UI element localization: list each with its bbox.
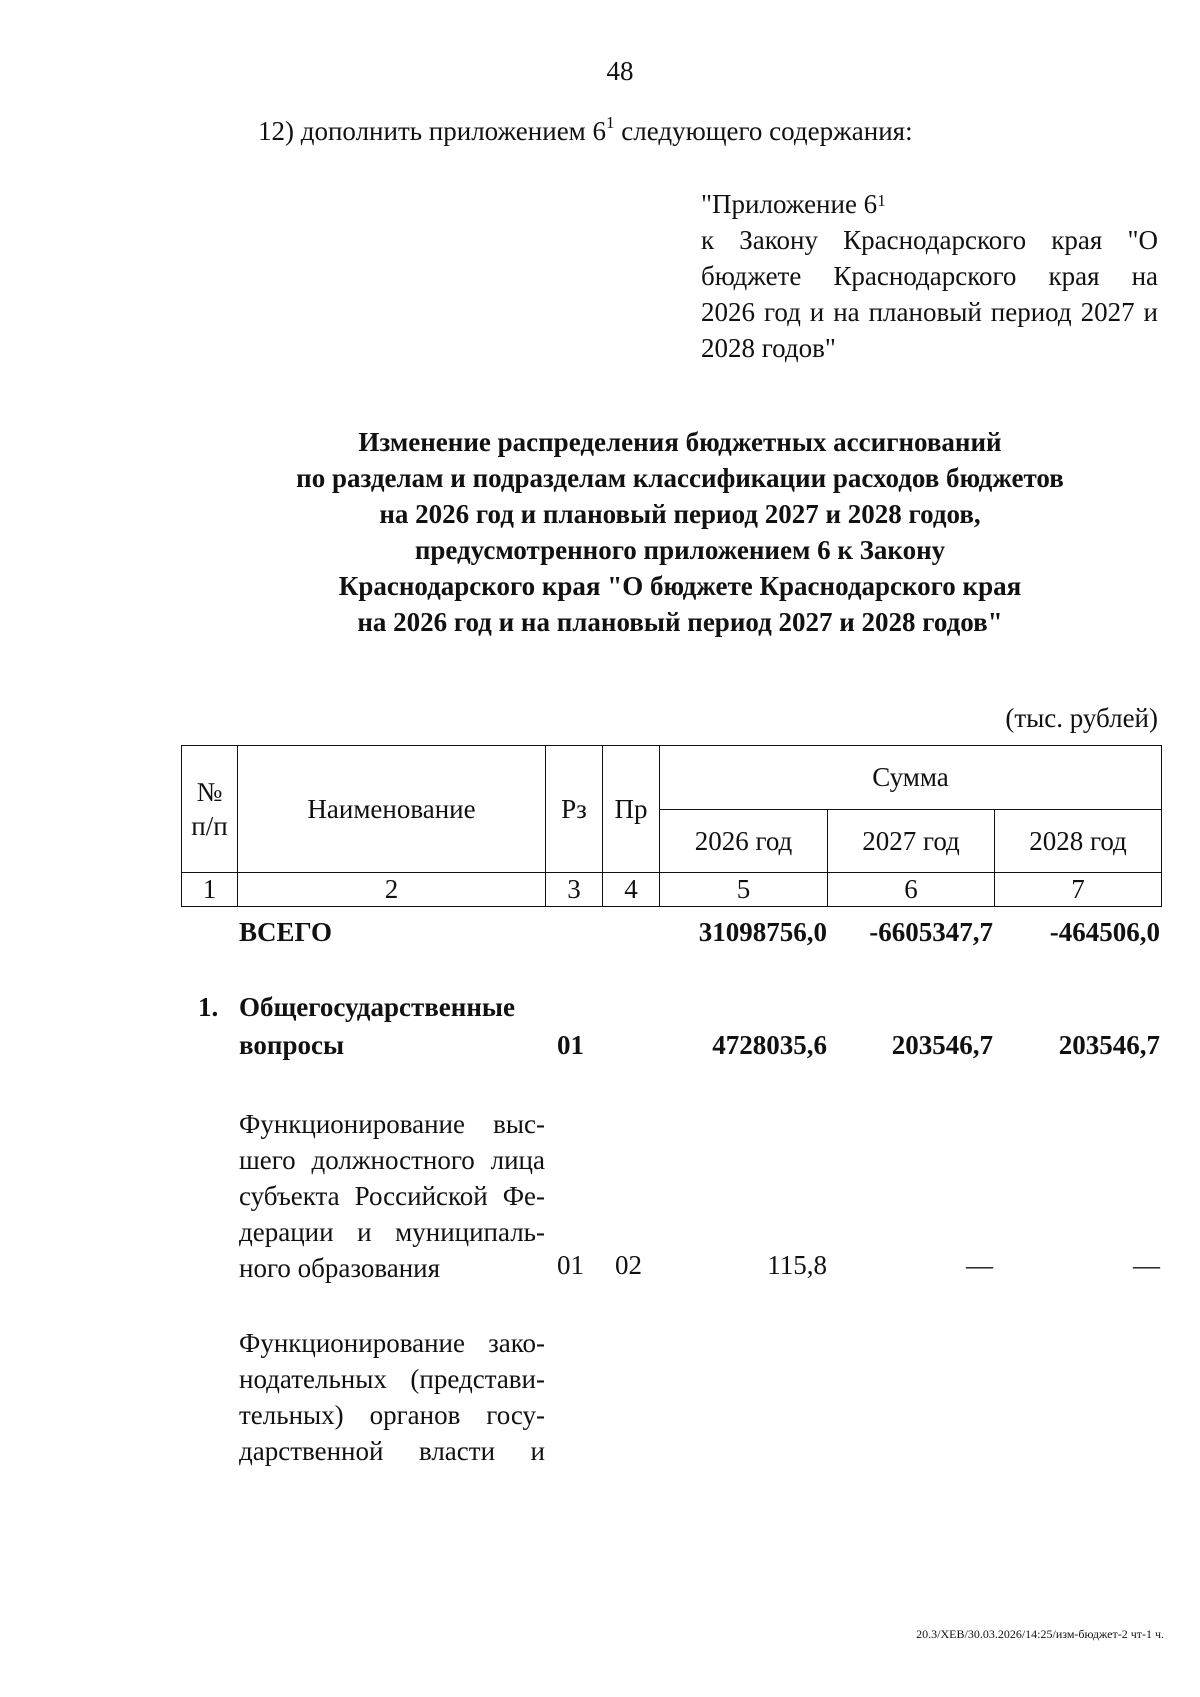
header-num xyxy=(182,746,238,873)
intro-tail: следующего содержания: xyxy=(614,116,913,146)
row1-2028: 203546,7 xyxy=(1058,1030,1160,1060)
header-2027: 2027 год xyxy=(828,810,995,873)
units-label: (тыс. рублей) xyxy=(1005,703,1158,733)
total-label: ВСЕГО xyxy=(239,917,333,947)
title-line: на 2026 год и плановый период 2027 и 2028 годов, xyxy=(379,499,981,529)
header-name: Наименование xyxy=(238,746,546,873)
col-number: 6 xyxy=(828,873,995,907)
row1-number: 1. xyxy=(198,992,219,1022)
header-num-line2: п/п xyxy=(191,811,228,841)
row3-name-line: тельных) органов госу- xyxy=(239,1400,545,1430)
row3-name xyxy=(239,1325,545,1469)
header-rz: Рз xyxy=(546,746,603,873)
col-number: 1 xyxy=(182,873,238,907)
total-2028: -464506,0 xyxy=(1049,917,1160,947)
appendix-caption xyxy=(701,186,1158,366)
title-line: по разделам и подразделам классификации расходов бюджетов xyxy=(296,463,1064,493)
document-title xyxy=(180,424,1180,640)
header-sum: Сумма xyxy=(660,746,1162,810)
title-line: на 2026 год и на плановый период 2027 и 2028 годов" xyxy=(357,607,1003,637)
header-2028: 2028 год xyxy=(995,810,1162,873)
header-num-line1: № xyxy=(196,777,223,807)
col-number: 7 xyxy=(995,873,1162,907)
intro-text xyxy=(258,113,913,147)
appendix-sup: 1 xyxy=(877,191,886,210)
row3-name-line: дарственной власти и xyxy=(239,1436,545,1466)
col-number: 2 xyxy=(238,873,546,907)
appendix-line-1: "Приложение $6^1$ xyxy=(701,189,886,219)
row2-name xyxy=(239,1106,545,1286)
appendix-line-3: бюджете Краснодарского края на xyxy=(701,261,1158,291)
title-line: Изменение распределения бюджетных ассигнований xyxy=(358,427,1002,457)
header-pr: Пр xyxy=(603,746,660,873)
row2-pr: 02 xyxy=(615,1250,642,1280)
row2-2027: — xyxy=(966,1250,993,1280)
row2-name-line: дерации и муниципаль- xyxy=(239,1217,545,1247)
appendix-line-4: 2026 год и на плановый период 2027 и xyxy=(701,297,1158,327)
row2-2026: 115,8 xyxy=(767,1250,827,1280)
total-2026: 31098756,0 xyxy=(698,917,827,947)
row2-name-line: шего должностного лица xyxy=(239,1145,545,1175)
title-line: Краснодарского края "О бюджете Краснодарского края xyxy=(338,571,1022,601)
row1-2026: 4728035,6 xyxy=(712,1030,827,1060)
appendix-line-5: 2028 годов" xyxy=(701,333,836,363)
header-2026: 2026 год xyxy=(660,810,828,873)
title-line: предусмотренного приложением 6 к Закону xyxy=(414,535,946,565)
intro-sup: 1 xyxy=(606,113,615,132)
row2-name-line: ного образования xyxy=(239,1253,441,1283)
total-2027: -6605347,7 xyxy=(869,917,993,947)
col-number: 4 xyxy=(603,873,660,907)
row2-name-line: Функционирование выс- xyxy=(239,1109,545,1139)
appendix-line-2: к Закону Краснодарского края "О xyxy=(701,225,1158,255)
row1-name-line2: вопросы xyxy=(239,1030,345,1060)
row1-name-line1: Общегосударственные xyxy=(239,992,515,1022)
footer-code: 20.3/ХЕВ/30.03.2026/14:25/изм-бюджет-2 чт-1 ч. xyxy=(916,1627,1164,1641)
row2-name-line: субъекта Российской Фе- xyxy=(239,1181,545,1211)
intro-main: 12) дополнить приложением 6 xyxy=(258,116,607,146)
row1-rz: 01 xyxy=(557,1030,584,1060)
row3-name-line: нодательных (представи- xyxy=(239,1364,545,1394)
row2-2028: — xyxy=(1133,1250,1160,1280)
row2-rz: 01 xyxy=(557,1250,584,1280)
col-number: 5 xyxy=(660,873,828,907)
row3-name-line: Функционирование зако- xyxy=(239,1328,545,1358)
row1-2027: 203546,7 xyxy=(891,1030,993,1060)
page-number: 48 xyxy=(606,56,634,86)
table-header xyxy=(181,745,1162,907)
col-number: 3 xyxy=(546,873,603,907)
